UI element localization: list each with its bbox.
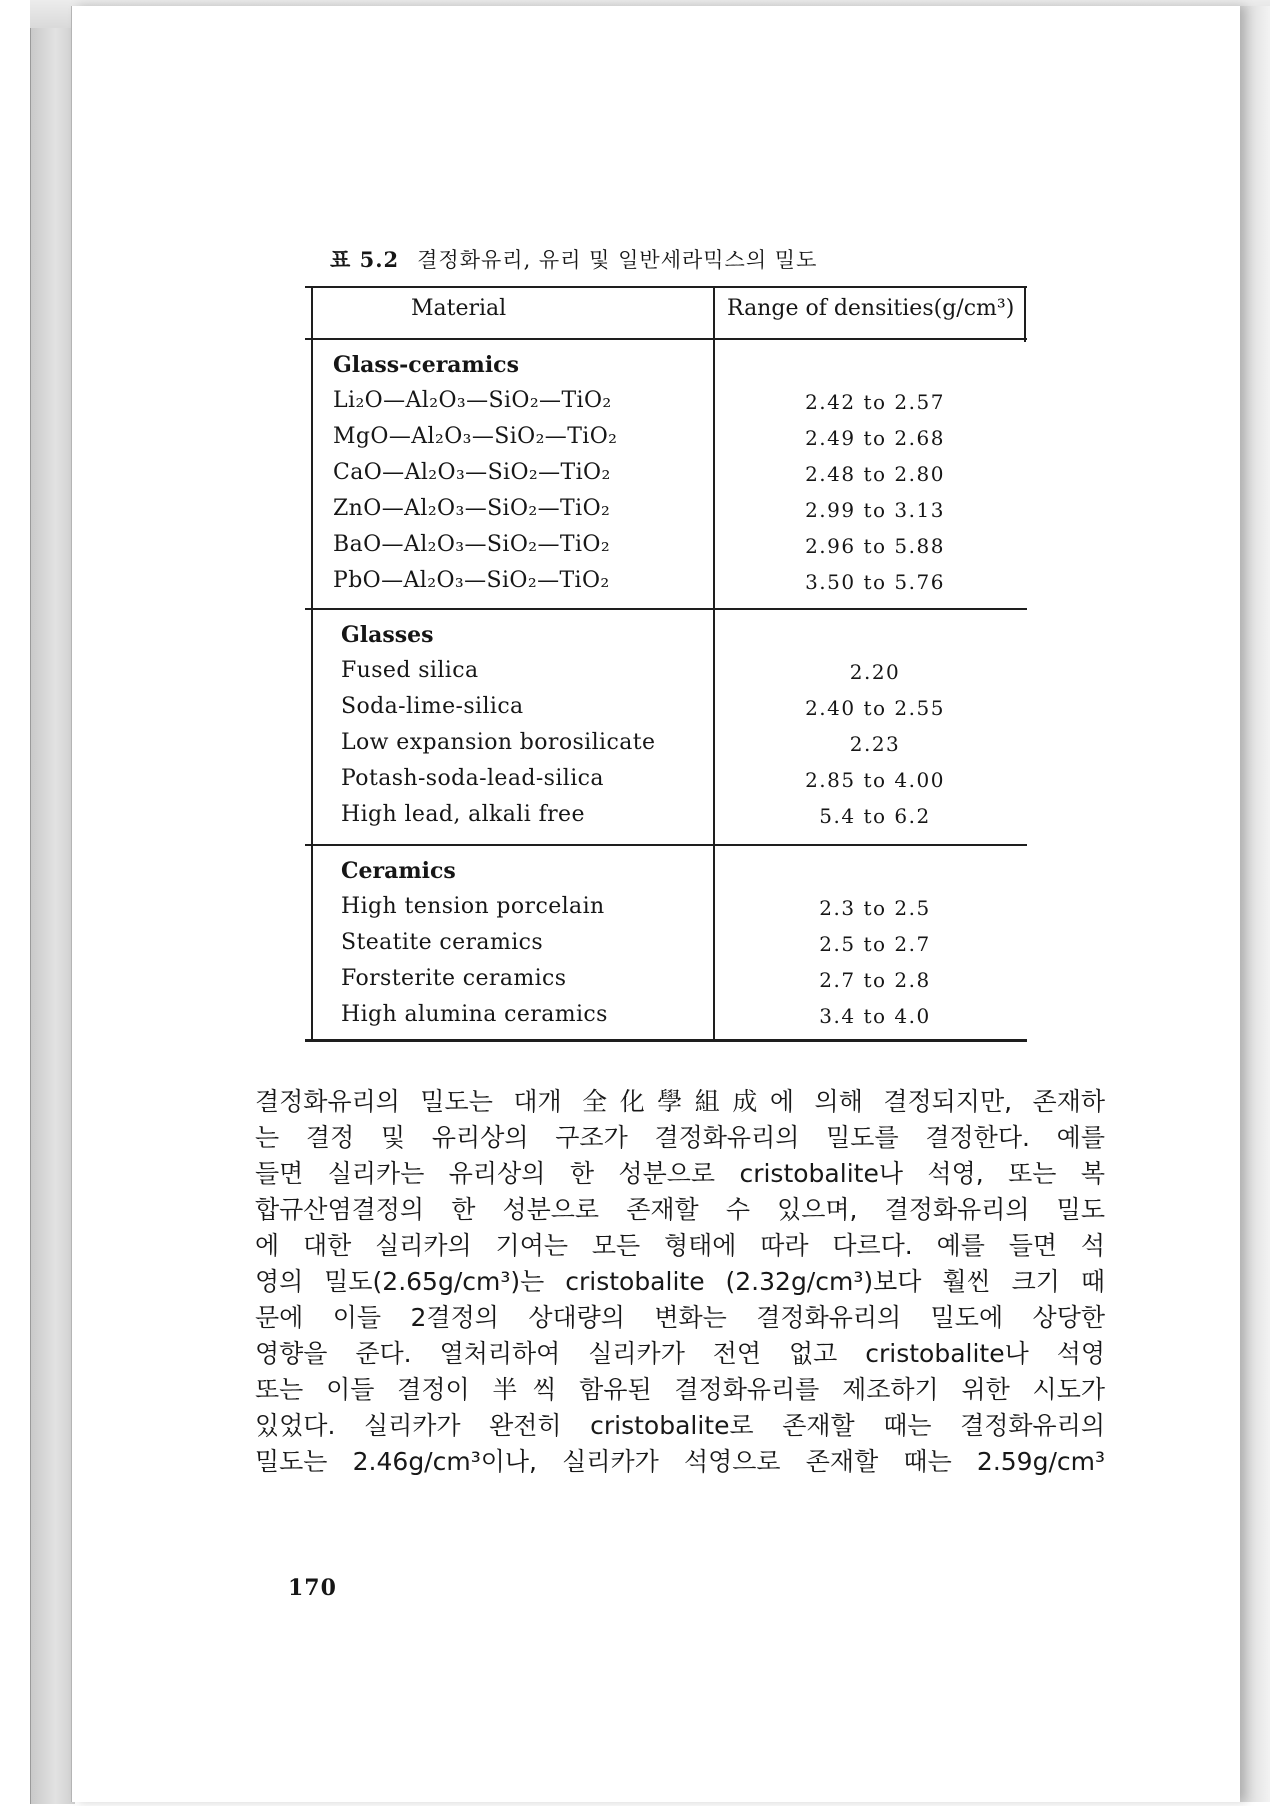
- table-row-range: 2.42 to 2.57: [805, 390, 945, 414]
- table-top-rule: [305, 286, 1027, 288]
- table-row-material: MgO—Al₂O₃—SiO₂—TiO₂: [333, 424, 618, 449]
- table-row-range: 2.23: [849, 732, 901, 756]
- table-row-material: ZnO—Al₂O₃—SiO₂—TiO₂: [333, 496, 611, 521]
- paragraph-line: 영의 밀도(2.65g/cm³)는 cristobalite (2.32g/cm³)보다 훨씬 크기 때: [255, 1267, 1105, 1296]
- group-title-ceramics: Ceramics: [341, 858, 456, 884]
- paragraph-line: 영향을 준다. 열처리하여 실리카가 전연 없고 cristobalite나 석영: [255, 1339, 1105, 1368]
- table-row-material: BaO—Al₂O₃—SiO₂—TiO₂: [333, 532, 611, 557]
- table-row-range: 2.40 to 2.55: [805, 696, 945, 720]
- table-row-range: 2.3 to 2.5: [819, 896, 931, 920]
- table-row-material: High tension porcelain: [341, 894, 605, 919]
- paragraph-line: 또는 이들 결정이 半씩 함유된 결정화유리를 제조하기 위한 시도가: [255, 1375, 1105, 1404]
- body-paragraph: [255, 1084, 1105, 1480]
- paragraph-line: 들면 실리카는 유리상의 한 성분으로 cristobalite나 석영, 또는 복: [255, 1159, 1105, 1188]
- density-table: [305, 286, 1027, 1042]
- group-title-glasses: Glasses: [341, 622, 434, 648]
- header-range: Range of densities(g/cm³): [727, 296, 1015, 321]
- table-row-range: 3.4 to 4.0: [819, 1004, 931, 1028]
- table-row-range: 5.4 to 6.2: [819, 804, 931, 828]
- paragraph-line: 문에 이들 2결정의 상대량의 변화는 결정화유리의 밀도에 상당한: [255, 1303, 1105, 1332]
- table-caption: [330, 244, 817, 274]
- paragraph-line: 는 결정 및 유리상의 구조가 결정화유리의 밀도를 결정한다. 예를: [255, 1123, 1105, 1152]
- column-divider: [713, 286, 715, 1042]
- table-row-range: 2.49 to 2.68: [805, 426, 945, 450]
- table-title: 결정화유리, 유리 및 일반세라믹스의 밀도: [417, 248, 818, 272]
- header-rule: [305, 338, 1027, 340]
- paragraph-line: 밀도는 2.46g/cm³이나, 실리카가 석영으로 존재할 때는 2.59g/cm³: [255, 1447, 1105, 1476]
- left-border: [311, 286, 313, 1042]
- table-row-material: High lead, alkali free: [341, 802, 585, 827]
- right-border-header: [1024, 286, 1026, 342]
- table-row-material: Soda-lime-silica: [341, 694, 524, 719]
- group-title-glass-ceramics: Glass-ceramics: [333, 352, 519, 378]
- page-number: 170: [288, 1575, 337, 1601]
- table-row-range: 2.20: [849, 660, 901, 684]
- paragraph-line: 에 대한 실리카의 기여는 모든 형태에 따라 다르다. 예를 들면 석: [255, 1231, 1105, 1260]
- table-row-range: 2.85 to 4.00: [805, 768, 945, 792]
- table-row-material: High alumina ceramics: [341, 1002, 608, 1027]
- table-bottom-rule: [305, 1039, 1027, 1042]
- header-material: Material: [411, 296, 507, 321]
- group-rule-1: [305, 608, 1027, 610]
- table-number: 표 5.2: [330, 247, 400, 272]
- table-row-material: Fused silica: [341, 658, 479, 683]
- table-row-material: Steatite ceramics: [341, 930, 544, 955]
- table-row-material: PbO—Al₂O₃—SiO₂—TiO₂: [333, 568, 610, 593]
- group-rule-2: [305, 844, 1027, 846]
- paragraph-line: 합규산염결정의 한 성분으로 존재할 수 있으며, 결정화유리의 밀도: [255, 1195, 1105, 1224]
- table-row-range: 2.99 to 3.13: [805, 498, 945, 522]
- book-spine-edge: [30, 28, 75, 1804]
- paragraph-line: 있었다. 실리카가 완전히 cristobalite로 존재할 때는 결정화유리의: [255, 1411, 1105, 1440]
- table-row-material: Li₂O—Al₂O₃—SiO₂—TiO₂: [333, 388, 612, 413]
- table-row-material: Low expansion borosilicate: [341, 730, 656, 755]
- table-row-material: Potash-soda-lead-silica: [341, 766, 604, 791]
- table-row-material: Forsterite ceramics: [341, 966, 567, 991]
- table-row-range: 2.96 to 5.88: [805, 534, 945, 558]
- page-right-shade: [1240, 6, 1270, 1802]
- table-row-range: 2.7 to 2.8: [819, 968, 931, 992]
- paragraph-line: 결정화유리의 밀도는 대개 全化學組成에 의해 결정되지만, 존재하: [255, 1087, 1105, 1116]
- table-row-range: 3.50 to 5.76: [805, 570, 945, 594]
- table-row-range: 2.5 to 2.7: [819, 932, 931, 956]
- table-row-range: 2.48 to 2.80: [805, 462, 945, 486]
- table-row-material: CaO—Al₂O₃—SiO₂—TiO₂: [333, 460, 611, 485]
